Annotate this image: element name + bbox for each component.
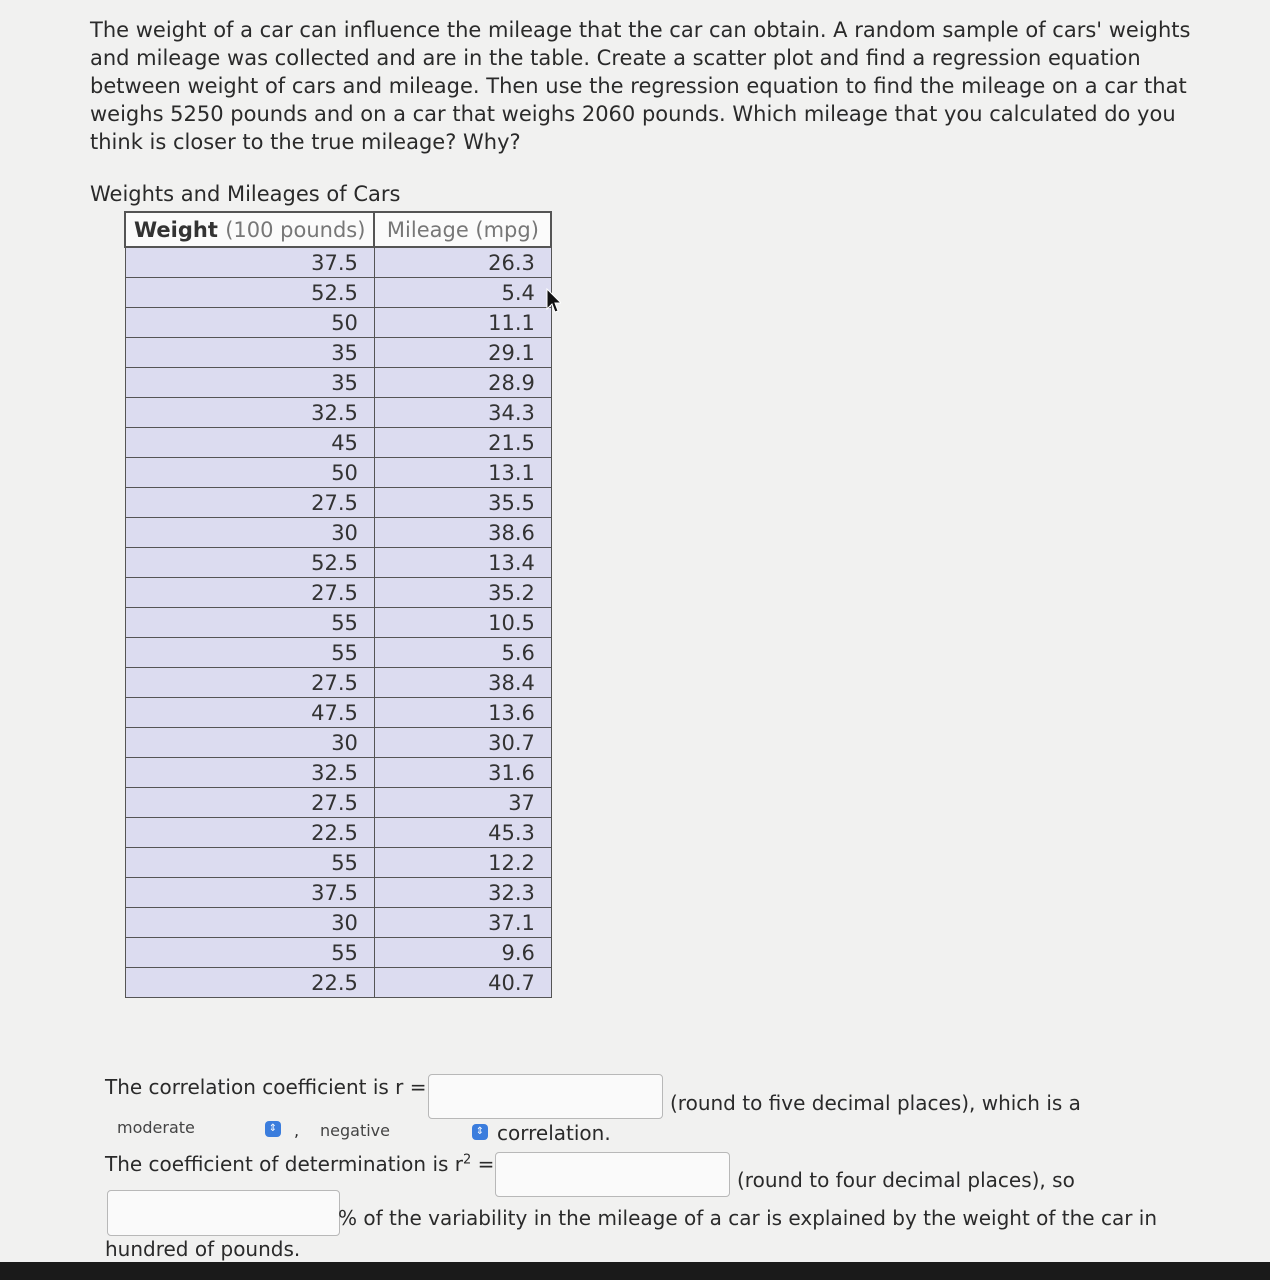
table-row <box>125 818 551 848</box>
table-row <box>125 278 551 308</box>
mileage-cell: 12.2 <box>374 848 551 878</box>
table-row <box>125 758 551 788</box>
weight-cell: 52.5 <box>125 548 374 578</box>
mileage-cell: 34.3 <box>374 398 551 428</box>
table-title: Weights and Mileages of Cars <box>90 182 401 206</box>
weight-cell: 35 <box>125 368 374 398</box>
mileage-cell: 32.3 <box>374 878 551 908</box>
mileage-cell: 28.9 <box>374 368 551 398</box>
table-row <box>125 368 551 398</box>
table-row <box>125 908 551 938</box>
strength-select-value: moderate <box>117 1118 195 1137</box>
strength-select[interactable] <box>117 1118 195 1137</box>
table-row <box>125 488 551 518</box>
weight-cell: 45 <box>125 428 374 458</box>
weight-cell: 37.5 <box>125 878 374 908</box>
weight-cell: 27.5 <box>125 668 374 698</box>
mileage-cell: 40.7 <box>374 968 551 998</box>
weight-cell: 22.5 <box>125 968 374 998</box>
table-row <box>125 698 551 728</box>
determination-prefix-text: The coefficient of determination is r <box>105 1152 464 1176</box>
table-row <box>125 398 551 428</box>
column-header-mileage: Mileage (mpg) <box>374 212 551 247</box>
question-text: The weight of a car can influence the mileage that the car can obtain. A random sample of cars' weights and mileage was collected and are in the table. Create a scatter plot and find a regression equation between weight of cars and mileage. Then use the regression equation to find the mileage on a car that weighs 5250 pounds and on a car that weighs 2060 pounds. Which mileage that you calculated do you think is closer to the true mileage? Why? <box>90 18 1191 154</box>
table-row <box>125 788 551 818</box>
weight-cell: 30 <box>125 908 374 938</box>
mileage-cell: 35.5 <box>374 488 551 518</box>
table-row <box>125 848 551 878</box>
weight-cell: 50 <box>125 458 374 488</box>
determination-superscript: 2 <box>463 1152 472 1168</box>
direction-select[interactable] <box>320 1121 390 1140</box>
weight-cell: 55 <box>125 938 374 968</box>
table-row <box>125 247 551 278</box>
correlation-word: correlation. <box>497 1121 611 1145</box>
data-table <box>124 211 552 998</box>
weight-header-label: Weight <box>134 217 218 242</box>
direction-select-value: negative <box>320 1121 390 1140</box>
correlation-prefix: The correlation coefficient is r = <box>105 1075 427 1099</box>
weight-cell: 35 <box>125 338 374 368</box>
weight-cell: 22.5 <box>125 818 374 848</box>
weight-cell: 27.5 <box>125 788 374 818</box>
percent-input[interactable] <box>107 1190 340 1236</box>
weight-cell: 27.5 <box>125 578 374 608</box>
mileage-cell: 13.1 <box>374 458 551 488</box>
table-body <box>125 247 551 998</box>
mileage-cell: 30.7 <box>374 728 551 758</box>
separator-comma: , <box>294 1121 300 1140</box>
mileage-cell: 10.5 <box>374 608 551 638</box>
weight-header-unit: (100 pounds) <box>225 217 366 242</box>
table-row <box>125 608 551 638</box>
weight-cell: 37.5 <box>125 247 374 278</box>
table-row <box>125 308 551 338</box>
mileage-cell: 26.3 <box>374 247 551 278</box>
table-row <box>125 938 551 968</box>
table-row <box>125 548 551 578</box>
weight-cell: 30 <box>125 518 374 548</box>
weight-cell: 32.5 <box>125 758 374 788</box>
weight-cell: 50 <box>125 308 374 338</box>
table-row <box>125 728 551 758</box>
table-row <box>125 428 551 458</box>
percent-text: % of the variability in the mileage of a car is explained by the weight of the car in <box>338 1206 1158 1230</box>
determination-suffix: (round to four decimal places), so <box>737 1168 1075 1192</box>
mileage-cell: 13.4 <box>374 548 551 578</box>
mileage-cell: 37 <box>374 788 551 818</box>
table-row <box>125 668 551 698</box>
weight-cell: 55 <box>125 638 374 668</box>
mileage-cell: 38.4 <box>374 668 551 698</box>
mileage-cell: 35.2 <box>374 578 551 608</box>
table-row <box>125 638 551 668</box>
weight-cell: 27.5 <box>125 488 374 518</box>
mileage-cell: 5.6 <box>374 638 551 668</box>
weight-cell: 32.5 <box>125 398 374 428</box>
mileage-cell: 9.6 <box>374 938 551 968</box>
mileage-cell: 13.6 <box>374 698 551 728</box>
table-row <box>125 338 551 368</box>
weight-cell: 47.5 <box>125 698 374 728</box>
mileage-cell: 21.5 <box>374 428 551 458</box>
mileage-cell: 29.1 <box>374 338 551 368</box>
weight-cell: 55 <box>125 608 374 638</box>
determination-input[interactable] <box>495 1152 730 1197</box>
weight-cell: 30 <box>125 728 374 758</box>
table-row <box>125 518 551 548</box>
determination-prefix <box>105 1152 494 1176</box>
determination-equals: = <box>477 1152 495 1176</box>
mileage-cell: 31.6 <box>374 758 551 788</box>
table-row <box>125 458 551 488</box>
strength-select-arrow-icon[interactable]: ⇕ <box>265 1121 281 1137</box>
percent-text-end: hundred of pounds. <box>105 1237 301 1261</box>
weight-cell: 55 <box>125 848 374 878</box>
bottom-bar <box>0 1262 1270 1280</box>
correlation-input[interactable] <box>428 1074 663 1119</box>
table-row <box>125 968 551 998</box>
mileage-cell: 5.4 <box>374 278 551 308</box>
direction-select-arrow-icon[interactable]: ⇕ <box>472 1124 488 1140</box>
mileage-cell: 11.1 <box>374 308 551 338</box>
table-row <box>125 878 551 908</box>
weight-cell: 52.5 <box>125 278 374 308</box>
column-header-weight <box>125 212 374 247</box>
mouse-cursor-icon <box>545 288 561 314</box>
mileage-cell: 37.1 <box>374 908 551 938</box>
table-row <box>125 578 551 608</box>
correlation-suffix: (round to five decimal places), which is a <box>670 1091 1081 1115</box>
mileage-cell: 38.6 <box>374 518 551 548</box>
mileage-cell: 45.3 <box>374 818 551 848</box>
